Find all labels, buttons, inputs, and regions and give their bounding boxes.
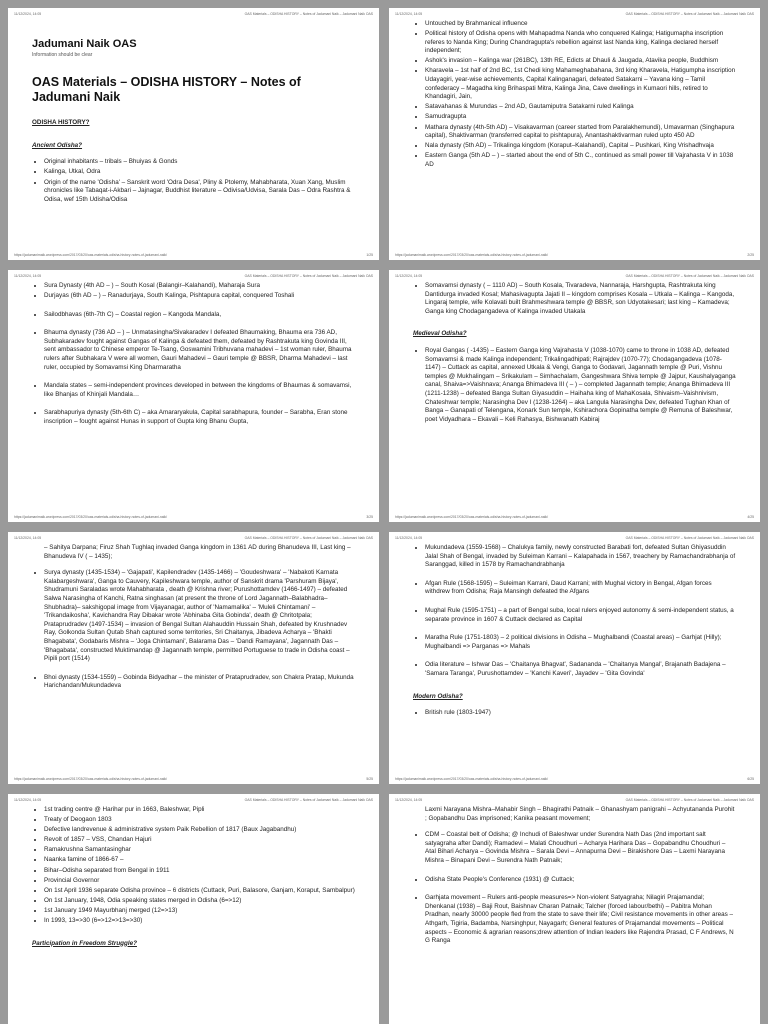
- list-item: • Durjayas (6th AD – ) – Ranadurjaya, South Kalinga, Pishtapura capital, conquered Toshali: [44, 292, 355, 301]
- print-header: [389, 794, 760, 802]
- list-item: • British rule (1803-1947): [425, 709, 736, 718]
- bullet-list: [413, 544, 736, 679]
- list-item: • Bhoi dynasty (1534-1559) – Gobinda Bidyadhar – the minister of Prataprudradev, son Chakra Pratap, Mukunda Harichandan/Mukundadeva: [44, 674, 355, 691]
- list-item: • Mukundadeva (1559-1568) – Chalukya family, newly constructed Barabati fort, defeated Sultan Ghiyasuddin Jalal Shah of Bengal, invaded by Suleiman Karrani – Kalapahada in 1567, treachery by Ramachandrabhanja of Saranggad, killed in 1578 by Ramachandrabhanja: [425, 544, 736, 570]
- print-url[interactable]: https://jadumanimaik.wordpress.com/2017/03/20/oas-materials-odisha-history-notes-of-jadumani-naik/: [395, 777, 549, 781]
- print-header: [8, 8, 379, 16]
- print-datetime: 11/12/2024, 14:05: [395, 798, 423, 802]
- list-item: • Surya dynasty (1435-1534) – 'Gajapati', Kapilendradev (1435-1466) – 'Goudeshwara' – 'Nabakoti Karnata Kalabargeshwara', Ganga to Cauvery, Kapileshwara temple, author of Sanskrit drama 'Parshuram Bijaya', Shudramuni Saraladas wrote Mahabharata , death @ Krishna river; Purushottamdev (1466-1497) – defeated Salwa Narasingha of Kanchi, Ratna singhasan (at present the throne of Lord Jagannath–Balabhadra–Shubhadra)– sakshigopal image from Vijayanagar, author of 'Namamalika' – 'Muleli Chintamani' – 'Trikandaikosha', Kavichandra Ray Dibakar wrote 'Abhinaba Gita Gobinda', death @ Chritotpala; Prataprudradev (1497-1534) – invasion of Bengal Sultan Alahauddin Hussain Shah, defeated by Krushnadev Ray, Golkonda Sultan Qutab Shah captured some territories, Sri Chaitanya, Jibadeva Acharya – 'Bhakti Bhagabata', Godabaris Mishra – 'Joga Chintamani', Balarama Das – 'Dandi Ramayana', Jagannath Das – 'Bhagabata', constructed Muktimandap @ Jagannath temple, permitted Portuguese to trade in Odisha coast – Pipili port (1514): [44, 569, 355, 664]
- section-heading: ODISHA HISTORY?: [32, 119, 90, 127]
- list-item: • Provincial Governor: [44, 877, 355, 886]
- list-item: • Political history of Odisha opens with Mahapadma Nanda who conquered Kalinga; Hatigumapha inscription referes to Nanda King; During Chandragupta's rebellion against last Nanda king, Kalinga declared herself independent;: [425, 30, 736, 56]
- print-header: [8, 270, 379, 278]
- page-number: 3/25: [366, 515, 373, 519]
- print-datetime: 11/12/2024, 14:05: [395, 12, 423, 16]
- print-header: [389, 8, 760, 16]
- print-footer: [14, 777, 373, 781]
- list-item: • 1st January 1949 Mayurbhanj merged (12=>13): [44, 907, 355, 916]
- print-datetime: 11/12/2024, 14:05: [14, 798, 42, 802]
- site-tagline: Information should be clear: [32, 51, 93, 58]
- print-url[interactable]: https://jadumanimaik.wordpress.com/2017/03/20/oas-materials-odisha-history-notes-of-jadumani-naik/: [14, 777, 168, 781]
- subsection-heading: Modern Odisha?: [413, 692, 463, 700]
- list-item: • Naanka famine of 1866-67 –: [44, 856, 355, 865]
- post-title: OAS Materials – ODISHA HISTORY – Notes of Jadumani Naik: [32, 75, 301, 105]
- print-footer: [395, 777, 754, 781]
- print-datetime: 11/12/2024, 14:05: [14, 536, 42, 540]
- continued-paragraph: – Sahitya Darpana; Firuz Shah Tughlaq invaded Ganga kingdom in 1361 AD during Bhanudeva III, Last king – Bhanudeva IV ( – 1435);: [44, 544, 351, 560]
- list-item: • Afgan Rule (1568-1595) – Suleiman Karrani, Daud Karrani; with Mughal victory in Bengal, Afgan forces withdrew from Odisha; Raja Mansingh defeated the Afgans: [425, 580, 736, 597]
- bullet-list: [32, 806, 355, 926]
- pdf-page-8: [389, 794, 760, 1024]
- list-item: • Untouched by Brahmanical influence: [425, 20, 736, 29]
- pdf-page-2: [389, 8, 760, 260]
- list-item: • Original inhabitants – tribals – Bhuiyas & Gonds: [44, 158, 355, 167]
- print-datetime: 11/12/2024, 14:05: [395, 536, 423, 540]
- pdf-page-4: [389, 270, 760, 522]
- list-item: • Mughal Rule (1595-1751) – a part of Bengal suba, local rulers enjoyed autonomy & semi-independent status, a separate province in 1607 & Cuttack declared as Capital: [425, 607, 736, 624]
- list-item: • Bhauma dynasty (736 AD – ) – Unmatasingha/Sivakaradev I defeated Bhaumaking, Bhauma era 736 AD, Subhakaradev fought against Gangas of Kalinga & defeated them, defeated by Rashtrakuta king Govinda III, sent ambassador to Chinese emperor Te-Tsang, Goswamini Tribhuvana mahadevi – 1st woman ruler, Bhauma rulers after Subhakara V were all women, Gauri Mahadevi – Gauri temple @ BBSR, Dharma Mahadevi – last ruler, occupied by Somavamsi King Dharmaratha: [44, 329, 355, 372]
- list-item: • Bihar–Odisha separated from Bengal in 1911: [44, 867, 355, 876]
- print-doc-title: OAS Materials – ODISHA HISTORY – Notes of Jadumani Naik – Jadumani Naik OAS: [625, 274, 754, 278]
- bullet-list: [32, 282, 355, 427]
- bullet-list: [413, 709, 736, 718]
- print-footer: [395, 253, 754, 257]
- list-item: • Mathara dynasty (4th-5th AD) – Visakavarman (career started from Paralakhemundi), Umavarman (Singhapura capital), Shaktivarman (transferred capital to pishtapura), Anantashaktivarman ruled upto 450 AD: [425, 124, 736, 141]
- list-item: • On 1st January, 1948, Odia speaking states merged in Odisha (6=>12): [44, 897, 355, 906]
- subsection-heading: Ancient Odisha?: [32, 141, 83, 149]
- page-number: 2/25: [747, 253, 754, 257]
- list-item: • Sailodbhavas (6th-7th C) – Coastal region – Kangoda Mandala,: [44, 311, 355, 320]
- print-header: [8, 794, 379, 802]
- bullet-list: [413, 831, 736, 946]
- bullet-list: [413, 347, 736, 424]
- bullet-list: [32, 158, 355, 204]
- print-doc-title: OAS Materials – ODISHA HISTORY – Notes of Jadumani Naik – Jadumani Naik OAS: [625, 12, 754, 16]
- subsection-heading: Medieval Odisha?: [413, 330, 467, 338]
- print-header: [8, 532, 379, 540]
- page-number: 4/25: [747, 515, 754, 519]
- list-item: • Satavahanas & Murundas – 2nd AD, Gautamiputra Satakarni ruled Kalinga: [425, 103, 736, 112]
- list-item: • In 1993, 13=>30 (6=>12=>13=>30): [44, 917, 355, 926]
- list-item: • Odia literature – Ishwar Das – 'Chaitanya Bhagvat', Sadananda – 'Chaitanya Mangal', Brajanath Badajena – 'Samara Taranga', Purushottamdev – 'Kanchi Kaveri', Jayadev – 'Gita Govinda': [425, 661, 736, 678]
- print-datetime: 11/12/2024, 14:05: [395, 274, 423, 278]
- page-number: 1/25: [366, 253, 373, 257]
- continued-paragraph: Laxmi Narayana Mishra–Mahabir Singh – Bhagirathi Patnaik – Ghanashyam panigrahi – Achyutananda Purohit ; Gopabandhu Das imprisoned; Kanika peasant movement;: [425, 806, 735, 822]
- print-url[interactable]: https://jadumanimaik.wordpress.com/2017/03/20/oas-materials-odisha-history-notes-of-jadumani-naik/: [395, 253, 549, 257]
- list-item: • Somavamsi dynasty ( – 1110 AD) – South Kosala, Tivaradeva, Nannaraja, Harshgupta, Rashtrakuta king Dantidurga invaded Kosal; Mahasivagupta Jajati II – kingdom comprises Kosala – Utkala – Kalinga – Kangoda, Lingaraj temple, wife Kolavati built Brahmeshwara temple @ BBSR, son Udyotakesari; last king – Kamadeva; Ganga king Chodagangadeva of Kalinga invaded Utakala: [425, 282, 736, 316]
- print-datetime: 11/12/2024, 14:05: [14, 12, 42, 16]
- print-header: [389, 270, 760, 278]
- list-item: • Sura Dynasty (4th AD – ) – South Kosal (Balangir–Kalahandi), Maharaja Sura: [44, 282, 355, 291]
- list-item: • Garhjata movement – Rulers anti-people measures=> Non-violent Satyagraha; Nilagiri Prajamandal; Dhenkanal (1938) – Baji Rout, Baishnav Charan Patnaik; Talcher (forced labour/bethi) – Pabitra Mohan Pradhan, nearly 30000 people fled from the state to save their life; Civil resistance movements in other areas – Athgarh, Tigiria, Badamba, Narsinghpur, Nayagarh; General features of Prajamandal movements – Political aspects – Economic & agrarian reasons;drew attention of Indian leaders like Rajendra Prasad, C F Andrews, N G Ranga: [425, 894, 736, 946]
- subsection-heading: Participation in Freedom Struggle?: [32, 939, 137, 947]
- print-doc-title: OAS Materials – ODISHA HISTORY – Notes of Jadumani Naik – Jadumani Naik OAS: [244, 12, 373, 16]
- print-footer: [14, 253, 373, 257]
- list-item: • Nala dynasty (5th AD) – Trikalinga kingdom (Koraput–Kalahandi), Capital – Pushkari, King Vrishadhvaja: [425, 142, 736, 151]
- print-doc-title: OAS Materials – ODISHA HISTORY – Notes of Jadumani Naik – Jadumani Naik OAS: [625, 536, 754, 540]
- pdf-page-1: [8, 8, 379, 260]
- list-item: • Origin of the name 'Odisha' – Sanskrit word 'Odra Desa', Pliny & Ptolemy, Mahabharata, Xuan Xang, Muslim chronicles like Tabaqat-i-Akbari – Jajnagar, Buddhist literature – Odivisa/Udvisa, Sarala Das – Odra Rashtra & Odisa, wef 15th Udisha/Odisa: [44, 179, 355, 205]
- print-doc-title: OAS Materials – ODISHA HISTORY – Notes of Jadumani Naik – Jadumani Naik OAS: [244, 274, 373, 278]
- list-item: • Revolt of 1857 – VSS, Chandan Hajuri: [44, 836, 355, 845]
- page-number: 6/25: [747, 777, 754, 781]
- list-item: • Mandala states – semi-independent provinces developed in between the kingdoms of Bhaumas & somavamsi, like Bhanjas of Khinjali Mandala…: [44, 382, 355, 399]
- page-number: 5/25: [366, 777, 373, 781]
- site-name[interactable]: Jadumani Naik OAS: [32, 38, 137, 50]
- print-doc-title: OAS Materials – ODISHA HISTORY – Notes of Jadumani Naik – Jadumani Naik OAS: [625, 798, 754, 802]
- list-item: • Eastern Ganga (5th AD – ) – started about the end of 5th C., continued as small power till Vajrahasta V in 1038 AD: [425, 152, 736, 169]
- list-item: • Kalinga, Utkal, Odra: [44, 168, 355, 177]
- pdf-page-3: [8, 270, 379, 522]
- print-header: [389, 532, 760, 540]
- list-item: • Sarabhapuriya dynasty (5th-6th C) – aka Amararyakula, Capital sarabhapura, founder – Sarabha, Eran stone inscription – fought against Hunas in support of Gupta king Bhanu Gupta,: [44, 409, 355, 426]
- list-item: • CDM – Coastal belt of Odisha; @ Inchudi of Baleshwar under Surendra Nath Das (2nd important salt satyagraha after Dandi); Ramadevi – Malati Choudhuri – Acharya Harihara Das – Gopabandhu Choudhuri – Atal Bihari Acharya – Govinda Mishra – Sarala Devi – Annapurna Devi – Birakishore Das – Laxmi Narayana Mishra – Binapani Devi – Surendra Nath Patnaik;: [425, 831, 736, 865]
- print-url[interactable]: https://jadumanimaik.wordpress.com/2017/03/20/oas-materials-odisha-history-notes-of-jadumani-naik/: [14, 253, 168, 257]
- print-doc-title: OAS Materials – ODISHA HISTORY – Notes of Jadumani Naik – Jadumani Naik OAS: [244, 536, 373, 540]
- print-datetime: 11/12/2024, 14:05: [14, 274, 42, 278]
- list-item: • Defective landrevenue & administrative system Paik Rebellion of 1817 (Baux Jagabandhu): [44, 826, 355, 835]
- list-item: • 1st trading centre @ Harihar pur in 1663, Baleshwar, Pipli: [44, 806, 355, 815]
- print-url[interactable]: https://jadumanimaik.wordpress.com/2017/03/20/oas-materials-odisha-history-notes-of-jadumani-naik/: [14, 515, 168, 519]
- list-item: • Treaty of Deogaon 1803: [44, 816, 355, 825]
- bullet-list: [413, 20, 736, 170]
- list-item: • Royal Gangas ( -1435) – Eastern Ganga king Vajrahasta V (1038-1070) came to throne in 1038 AD, defeated Somavamsi & made Kalinga independent; Trikalingadhipati; Rajrajdev (1070-77); Chodagangadeva (1078-1147) – Cuttack as capital, annexed Utkala & Vengi, Ganga to Godavari, Jagannath temple @ Puri, Vishnu temples @ Mukhalingam – Srikakulam – Simhachalam, Gangeshwara Shiva temple @ Jajpur, Kaushalyaganga canal, Shaiva=>Vaishnava; Ananga Bhimadeva III ( – ) – completed Jagannath temple; Ananga Bhimadeva III (1211-1238) – defeated Banga Sultan Giyasuddin – Haihaha king of MahaKosala, Shivaism–Vaishnivism, Chateshwar temple; Narasingha Dev I (1238-1264) – aka Langula Narasingha Dev, defeated Tughan Khan of Banga – Ganapati of Telengana, Konark Sun temple, Kshirachora Gopinatha temple @ Remuna of Baleshwar, poet Vidyadhara – Ekavali – Keli Rahasya, Bishwanath Kabiraj: [425, 347, 736, 424]
- pdf-page-5: [8, 532, 379, 784]
- print-footer: [395, 515, 754, 519]
- list-item: • Samudragupta: [425, 113, 736, 122]
- bullet-list: [413, 282, 736, 316]
- print-footer: [14, 515, 373, 519]
- bullet-list: [32, 569, 355, 691]
- list-item: • Odisha State People's Conference (1931) @ Cuttack;: [425, 876, 736, 885]
- list-item: • On 1st April 1936 separate Odisha province – 6 districts (Cuttack, Puri, Balasore, Ganjam, Koraput, Sambalpur): [44, 887, 355, 896]
- list-item: • Maratha Rule (1751-1803) – 2 political divisions in Odisha – Mughalbandi (Coastal areas) – Garhjat (Hilly); Mughalbandi => Parganas => Mahals: [425, 634, 736, 651]
- list-item: • Kharavela – 1st half of 2nd BC, 1st Chedi king Mahameghabahana, 3rd king Kharavela, Hatigumpha inscription Udayagiri, year-wise achievements, Capital Kalinganagari, defeated Satakarni – Yavana king – Tamil confederacy – Magadha king Brihaspati Mitra, Kalinga Jina, Cave dwellings in Kumaori hills, retired to Khandagiri, Jain,: [425, 67, 736, 101]
- list-item: • Ashok's invasion – Kalinga war (261BC), 13th RE, Edicts at Dhauli & Jaugada, Atavika people, Buddhism: [425, 57, 736, 66]
- pdf-page-7: [8, 794, 379, 1024]
- pdf-page-6: [389, 532, 760, 784]
- print-url[interactable]: https://jadumanimaik.wordpress.com/2017/03/20/oas-materials-odisha-history-notes-of-jadumani-naik/: [395, 515, 549, 519]
- print-doc-title: OAS Materials – ODISHA HISTORY – Notes of Jadumani Naik – Jadumani Naik OAS: [244, 798, 373, 802]
- list-item: • Ramakrushna Samantasinghar: [44, 846, 355, 855]
